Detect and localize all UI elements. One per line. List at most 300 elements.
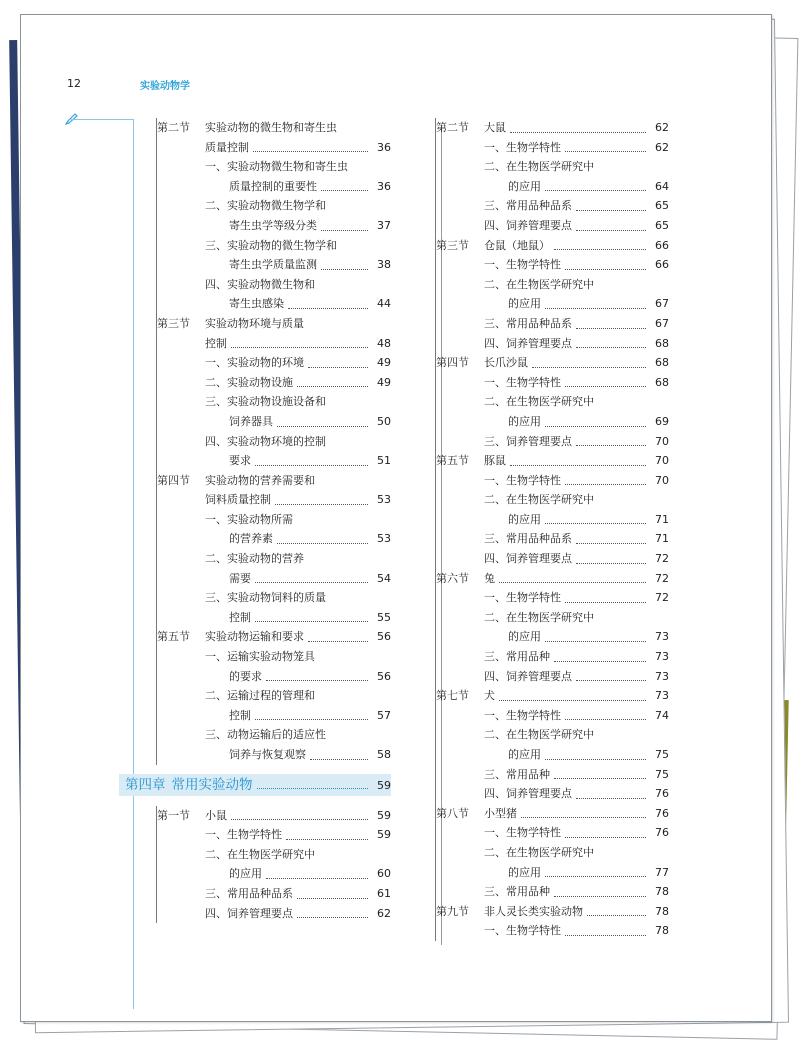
- entry-title: 二、在生物医学研究中: [484, 277, 594, 291]
- toc-entry: [436, 706, 669, 726]
- dot-leader: [266, 667, 368, 682]
- page-ref: [371, 725, 391, 745]
- entry-title: 四、饲养管理要点: [484, 552, 572, 566]
- dot-leader: [297, 904, 368, 919]
- page-ref: 58: [377, 748, 391, 761]
- toc-entry: [157, 392, 391, 412]
- toc-entry: [157, 373, 391, 393]
- page-ref: [649, 157, 669, 177]
- toc-entry: [436, 236, 669, 256]
- page-ref: 66: [655, 238, 669, 252]
- toc-entry: [436, 902, 669, 922]
- page-ref: 62: [655, 121, 669, 134]
- toc-entry: [436, 177, 669, 197]
- toc-entry: [157, 725, 391, 745]
- dot-leader: [565, 471, 646, 486]
- toc-entry: [436, 451, 669, 471]
- dot-leader: [231, 334, 368, 349]
- dot-leader: [510, 451, 646, 466]
- toc-entry: [157, 864, 391, 884]
- dot-leader: [565, 823, 646, 838]
- dot-leader: [545, 863, 646, 878]
- entry-title: 犬: [484, 689, 495, 703]
- section-label: 第三节: [157, 316, 190, 330]
- dot-leader: [565, 706, 646, 721]
- toc-right-column: [436, 118, 669, 941]
- page-ref: 73: [655, 689, 669, 703]
- dot-leader: [297, 884, 368, 899]
- entry-title: 二、在生物医学研究中: [484, 160, 594, 174]
- section-label: 第四节: [157, 473, 190, 487]
- entry-title: 一、生物学特性: [205, 828, 282, 842]
- entry-title: 三、常用品种: [484, 767, 550, 781]
- entry-title: 四、饲养管理要点: [484, 787, 572, 801]
- entry-title: 豚鼠: [484, 454, 506, 468]
- entry-title: 一、生物学特性: [484, 140, 561, 154]
- dot-leader: [286, 825, 368, 840]
- dot-leader: [266, 864, 368, 879]
- dot-leader: [521, 804, 646, 819]
- entry-title: 二、在生物医学研究中: [484, 845, 594, 859]
- dot-leader: [255, 706, 368, 721]
- entry-title: 寄生虫学质量监测: [229, 258, 317, 272]
- entry-title: 三、常用品种品系: [484, 316, 572, 330]
- page-ref: 50: [377, 414, 391, 428]
- dot-leader: [545, 412, 646, 427]
- dot-leader: [545, 745, 646, 760]
- toc-entry: [157, 353, 391, 373]
- page-ref: 48: [377, 336, 391, 350]
- dot-leader: [576, 667, 646, 682]
- entry-title: 四、饲养管理要点: [484, 669, 572, 683]
- toc-entry: [157, 884, 391, 904]
- entry-title: 控制: [229, 610, 251, 624]
- toc-entry: [157, 471, 391, 491]
- entry-title: 控制: [229, 708, 251, 722]
- page-ref: [371, 845, 391, 865]
- toc-entry: [157, 745, 391, 765]
- entry-title: 一、实验动物微生物和寄生虫: [205, 160, 348, 174]
- page-ref: [371, 647, 391, 667]
- section-label: 第九节: [436, 904, 469, 918]
- page-ref: [649, 392, 669, 412]
- dot-leader: [576, 334, 646, 349]
- page-ref: 73: [655, 669, 669, 683]
- entry-title: 的营养素: [229, 532, 273, 546]
- page-ref: [649, 275, 669, 295]
- toc-entry: [436, 549, 669, 569]
- dot-leader: [310, 745, 368, 760]
- toc-entry: [157, 216, 391, 236]
- page-ref: 76: [655, 806, 669, 820]
- entry-title: 三、常用品种品系: [484, 532, 572, 546]
- entry-title: 一、生物学特性: [484, 591, 561, 605]
- toc-entry: [436, 588, 669, 608]
- entry-title: 二、实验动物的营养: [205, 552, 304, 566]
- toc-entry: [436, 216, 669, 236]
- margin-rule-vertical: [133, 119, 134, 1009]
- entry-title: 寄生虫学等级分类: [229, 218, 317, 232]
- toc-entry: [436, 843, 669, 863]
- dot-leader: [576, 216, 646, 231]
- dot-leader: [554, 765, 646, 780]
- entry-title: 二、在生物医学研究中: [484, 728, 594, 742]
- page-ref: [371, 510, 391, 530]
- entry-title: 饲料质量控制: [205, 493, 271, 507]
- page-ref: 72: [655, 552, 669, 566]
- toc-entry: [436, 863, 669, 883]
- section-label: 第二节: [157, 121, 190, 134]
- entry-title: 一、运输实验动物笼具: [205, 650, 315, 664]
- toc-left-column: [125, 118, 391, 923]
- toc-entry: [436, 334, 669, 354]
- entry-title: 三、实验动物设施设备和: [205, 395, 326, 409]
- page-ref: 78: [655, 904, 669, 918]
- entry-title: 四、饲养管理要点: [484, 336, 572, 350]
- page-ref: 56: [377, 630, 391, 644]
- page-ref: 57: [377, 708, 391, 722]
- page-ref: 72: [655, 591, 669, 605]
- toc-entry: [157, 118, 391, 138]
- entry-title: 三、实验动物的微生物学和: [205, 238, 337, 252]
- entry-title: 的应用: [229, 867, 262, 881]
- toc-entry: [157, 334, 391, 354]
- dot-leader: [554, 647, 646, 662]
- entry-title: 二、在生物医学研究中: [484, 493, 594, 507]
- dot-leader: [510, 118, 646, 133]
- toc-entry: [436, 647, 669, 667]
- toc-entry: [436, 686, 669, 706]
- dot-leader: [321, 177, 368, 192]
- toc-entry: [436, 353, 669, 373]
- toc-entry: [157, 236, 391, 256]
- section-label: 第一节: [157, 808, 190, 822]
- toc-entry: [436, 667, 669, 687]
- section-label: 第八节: [436, 806, 469, 820]
- book-title: 实验动物学: [140, 81, 190, 92]
- dot-leader: [554, 882, 646, 897]
- entry-title: 实验动物运输和要求: [205, 630, 304, 644]
- page-ref: [649, 843, 669, 863]
- page-ref: 78: [655, 885, 669, 899]
- page-ref: 76: [655, 826, 669, 840]
- page-ref: 78: [655, 924, 669, 938]
- toc-entry: [436, 471, 669, 491]
- dot-leader: [308, 353, 368, 368]
- entry-title: 饲养与恢复观察: [229, 748, 306, 761]
- toc-entry: [157, 138, 391, 158]
- entry-title: 二、在生物医学研究中: [484, 610, 594, 624]
- toc-section: [156, 627, 391, 764]
- entry-title: 小型猪: [484, 806, 517, 820]
- entry-title: 的应用: [508, 512, 541, 526]
- entry-title: 四、实验动物微生物和: [205, 277, 315, 291]
- page-ref: 53: [377, 493, 391, 507]
- dot-leader: [587, 902, 646, 917]
- toc-entry: [436, 138, 669, 158]
- toc-entry: [436, 373, 669, 393]
- dot-leader: [576, 196, 646, 211]
- toc-entry: [436, 510, 669, 530]
- page-ref: 49: [377, 375, 391, 389]
- dot-leader: [255, 608, 368, 623]
- toc-entry: [436, 725, 669, 745]
- toc-entry: [436, 608, 669, 628]
- dot-leader: [565, 588, 646, 603]
- toc-entry: [436, 745, 669, 765]
- page-ref: 44: [377, 297, 391, 311]
- toc-entry: [436, 529, 669, 549]
- toc-section: [435, 118, 669, 236]
- dot-leader: [231, 806, 368, 821]
- page-ref: 73: [655, 630, 669, 644]
- dot-leader: [565, 138, 646, 153]
- entry-title: 一、实验动物所需: [205, 512, 293, 526]
- entry-title: 控制: [205, 336, 227, 350]
- dot-leader: [545, 510, 646, 525]
- entry-title: 二、实验动物微生物学和: [205, 199, 326, 213]
- toc-section: [156, 806, 391, 924]
- entry-title: 一、生物学特性: [484, 375, 561, 389]
- toc-section: [435, 353, 669, 451]
- page-ref: 73: [655, 650, 669, 664]
- entry-title: 的应用: [508, 865, 541, 879]
- entry-title: 小鼠: [205, 808, 227, 822]
- entry-title: 四、实验动物环境的控制: [205, 434, 326, 448]
- page-ref: 71: [655, 512, 669, 526]
- dot-leader: [565, 255, 646, 270]
- entry-title: 质量控制的重要性: [229, 179, 317, 193]
- toc-entry: [157, 490, 391, 510]
- page-ref: 65: [655, 218, 669, 232]
- toc-entry: [436, 921, 669, 941]
- page-ref: 75: [655, 748, 669, 761]
- page-number: 12: [67, 77, 81, 90]
- page-ref: [649, 725, 669, 745]
- toc-entry: [436, 255, 669, 275]
- entry-title: 的应用: [508, 179, 541, 193]
- toc-entry: [436, 765, 669, 785]
- page-ref: [371, 588, 391, 608]
- entry-title: 实验动物的微生物和寄生虫: [205, 121, 337, 134]
- toc-entry: [436, 627, 669, 647]
- dot-leader: [554, 236, 646, 251]
- toc-entry: [157, 529, 391, 549]
- toc-entry: [157, 569, 391, 589]
- toc-entry: [157, 608, 391, 628]
- page-ref: [371, 236, 391, 256]
- toc-entry: [157, 825, 391, 845]
- page-ref: [371, 196, 391, 216]
- page-ref: 68: [655, 336, 669, 350]
- entry-title: 寄生虫感染: [229, 297, 284, 311]
- section-label: 第五节: [157, 630, 190, 644]
- toc-section: [435, 451, 669, 569]
- entry-title: 一、生物学特性: [484, 826, 561, 840]
- toc-entry: [436, 157, 669, 177]
- entry-title: 的应用: [508, 630, 541, 644]
- dot-leader: [576, 549, 646, 564]
- toc-entry: [436, 392, 669, 412]
- page-ref: [371, 432, 391, 452]
- dot-leader: [545, 294, 646, 309]
- dot-leader: [565, 373, 646, 388]
- section-label: 第七节: [436, 689, 469, 703]
- toc-entry: [436, 882, 669, 902]
- entry-title: 三、常用品种: [484, 650, 550, 664]
- toc-entry: [436, 294, 669, 314]
- dot-leader: [532, 353, 646, 368]
- toc-entry: [157, 667, 391, 687]
- chapter-title: 常用实验动物: [171, 776, 253, 793]
- dot-leader: [297, 373, 368, 388]
- page-ref: [371, 157, 391, 177]
- page-ref: [371, 392, 391, 412]
- dot-leader: [545, 627, 646, 642]
- page-ref: 72: [655, 571, 669, 585]
- page-ref: 64: [655, 179, 669, 193]
- entry-title: 一、实验动物的环境: [205, 356, 304, 370]
- toc-entry: [157, 510, 391, 530]
- entry-title: 长爪沙鼠: [484, 356, 528, 370]
- toc-entry: [157, 432, 391, 452]
- entry-title: 三、实验动物饲料的质量: [205, 591, 326, 605]
- toc-entry: [157, 686, 391, 706]
- toc-entry: [157, 412, 391, 432]
- entry-title: 二、运输过程的管理和: [205, 689, 315, 703]
- page-ref: [371, 686, 391, 706]
- entry-title: 需要: [229, 571, 251, 585]
- page-ref: 66: [655, 258, 669, 272]
- toc-entry: [157, 806, 391, 826]
- dot-leader: [275, 490, 368, 505]
- toc-entry: [436, 823, 669, 843]
- toc-entry: [436, 118, 669, 138]
- toc-entry: [157, 588, 391, 608]
- toc-section: [435, 236, 669, 354]
- toc-entry: [436, 569, 669, 589]
- entry-title: 实验动物环境与质量: [205, 316, 304, 330]
- toc-section: [435, 569, 669, 687]
- dot-leader: [545, 177, 646, 192]
- toc-entry: [157, 451, 391, 471]
- page-ref: 56: [377, 669, 391, 683]
- entry-title: 的应用: [508, 297, 541, 311]
- page-ref: 53: [377, 532, 391, 546]
- dot-leader: [321, 216, 368, 231]
- toc-entry: [436, 314, 669, 334]
- page-ref: 67: [655, 316, 669, 330]
- toc-entry: [157, 275, 391, 295]
- toc-entry: [436, 490, 669, 510]
- toc-section: [156, 471, 391, 628]
- entry-title: 三、常用品种品系: [205, 886, 293, 900]
- page-ref: 70: [655, 454, 669, 468]
- entry-title: 要求: [229, 454, 251, 468]
- page-ref: 70: [655, 434, 669, 448]
- page-ref: 65: [655, 199, 669, 213]
- entry-title: 非人灵长类实验动物: [484, 904, 583, 918]
- entry-title: 一、生物学特性: [484, 473, 561, 487]
- page-ref: 54: [377, 571, 391, 585]
- page-ref: 61: [377, 886, 391, 900]
- entry-title: 一、生物学特性: [484, 258, 561, 272]
- page-ref: 59: [377, 808, 391, 822]
- toc-entry: [436, 432, 669, 452]
- dot-leader: [308, 627, 368, 642]
- dot-leader: [499, 686, 646, 701]
- page-ref: [649, 490, 669, 510]
- toc-entry: [157, 255, 391, 275]
- dot-leader: [255, 569, 368, 584]
- entry-title: 四、饲养管理要点: [484, 218, 572, 232]
- toc-entry: [157, 627, 391, 647]
- page-ref: 77: [655, 865, 669, 879]
- page-ref: [371, 549, 391, 569]
- dot-leader: [576, 529, 646, 544]
- page-ref: [649, 608, 669, 628]
- toc-entry: [157, 157, 391, 177]
- toc-section: [435, 686, 669, 804]
- page-ref: 60: [377, 867, 391, 881]
- entry-title: 三、常用品种品系: [484, 199, 572, 213]
- page-ref: 68: [655, 356, 669, 370]
- section-label: 第三节: [436, 238, 469, 252]
- chapter-page: 59: [377, 778, 391, 792]
- page-ref: 69: [655, 414, 669, 428]
- page-ref: 71: [655, 532, 669, 546]
- toc-section: [156, 118, 391, 314]
- toc-entry: [157, 706, 391, 726]
- section-label: 第四节: [436, 356, 469, 370]
- margin-rule-horizontal: [71, 119, 133, 120]
- entry-title: 四、饲养管理要点: [205, 906, 293, 920]
- page-ref: 55: [377, 610, 391, 624]
- dot-leader: [576, 314, 646, 329]
- page-ref: 74: [655, 708, 669, 722]
- page-ref: 38: [377, 258, 391, 272]
- dot-leader: [255, 451, 368, 466]
- page-ref: 59: [377, 828, 391, 842]
- entry-title: 三、常用品种: [484, 885, 550, 899]
- entry-title: 的应用: [508, 748, 541, 761]
- entry-title: 一、生物学特性: [484, 924, 561, 938]
- entry-title: 的应用: [508, 414, 541, 428]
- section-label: 第五节: [436, 454, 469, 468]
- page-ref: 75: [655, 767, 669, 781]
- toc-entry: [157, 549, 391, 569]
- entry-title: 二、实验动物设施: [205, 375, 293, 389]
- page-ref: 67: [655, 297, 669, 311]
- toc-entry: [157, 177, 391, 197]
- page-ref: 68: [655, 375, 669, 389]
- toc-entry: [157, 196, 391, 216]
- toc-entry: [157, 314, 391, 334]
- page-ref: 62: [655, 140, 669, 154]
- dot-leader: [277, 412, 368, 427]
- dot-leader: [321, 255, 368, 270]
- entry-title: 仓鼠（地鼠）: [484, 238, 550, 252]
- entry-title: 饲养器具: [229, 414, 273, 428]
- toc-entry: [436, 412, 669, 432]
- toc-section: [435, 902, 669, 941]
- dot-leader: [288, 294, 368, 309]
- toc-entry: [436, 275, 669, 295]
- page-ref: 62: [377, 906, 391, 920]
- entry-title: 质量控制: [205, 140, 249, 154]
- toc-section: [435, 804, 669, 902]
- entry-title: 三、动物运输后的适应性: [205, 728, 326, 742]
